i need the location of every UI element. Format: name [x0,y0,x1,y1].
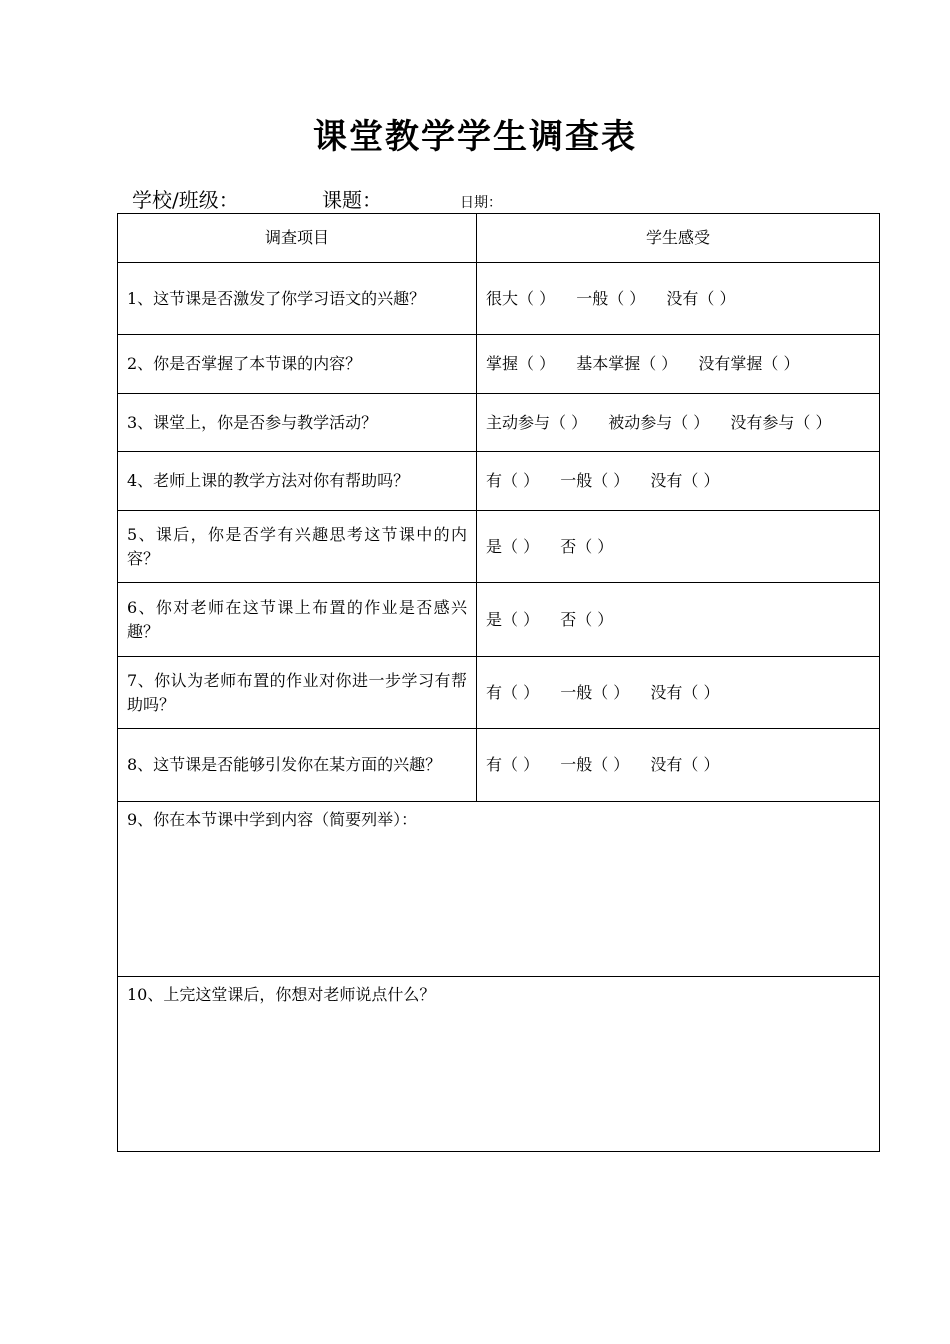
question-cell: 7、你认为老师布置的作业对你进一步学习有帮助吗？ [118,657,477,729]
answer-option[interactable]: 一般（ ） [560,471,630,490]
date-label: 日期： [460,195,502,211]
open-question-message[interactable]: 10、上完这堂课后，你想对老师说点什么？ [118,977,880,1152]
table-row [118,452,880,511]
answer-option[interactable]: 掌握（ ） [486,354,556,373]
answer-option[interactable]: 一般（ ） [560,682,630,702]
header-survey-item: 调查项目 [118,214,477,263]
table-header-row [118,214,880,263]
question-cell: 6、你对老师在这节课上布置的作业是否感兴趣？ [118,583,477,657]
answer-option[interactable]: 没有（ ） [650,755,720,774]
form-meta-row [132,186,892,216]
answer-option[interactable]: 一般（ ） [576,288,646,308]
options-cell [477,335,880,394]
survey-table [117,213,880,1152]
answer-option[interactable]: 没有掌握（ ） [698,354,800,373]
table-row [118,583,880,657]
answer-option[interactable]: 否（ ） [560,536,614,556]
answer-option[interactable]: 没有（ ） [666,288,736,308]
table-row [118,263,880,335]
options-cell [477,263,880,335]
table-row [118,657,880,729]
answer-option[interactable]: 没有（ ） [650,471,720,490]
answer-option[interactable]: 没有参与（ ） [730,412,832,432]
answer-option[interactable]: 有（ ） [486,755,540,774]
options-cell [477,511,880,583]
question-cell: 2、你是否掌握了本节课的内容？ [118,335,477,394]
options-cell [477,452,880,511]
open-question-row [118,802,880,977]
options-cell [477,394,880,452]
question-cell: 3、课堂上，你是否参与教学活动？ [118,394,477,452]
answer-option[interactable]: 被动参与（ ） [608,412,710,432]
answer-option[interactable]: 有（ ） [486,471,540,490]
table-row [118,511,880,583]
header-student-feeling: 学生感受 [477,214,880,263]
topic-label: 课题： [322,188,382,212]
answer-option[interactable]: 很大（ ） [486,288,556,308]
open-question-row [118,977,880,1152]
answer-option[interactable]: 是（ ） [486,536,540,556]
answer-option[interactable]: 基本掌握（ ） [576,354,678,373]
table-row [118,394,880,452]
table-row [118,335,880,394]
answer-option[interactable]: 没有（ ） [650,682,720,702]
question-cell: 4、老师上课的教学方法对你有帮助吗？ [118,452,477,511]
options-cell [477,583,880,657]
question-cell: 1、这节课是否激发了你学习语文的兴趣？ [118,263,477,335]
table-row [118,729,880,802]
answer-option[interactable]: 否（ ） [560,609,614,629]
answer-option[interactable]: 有（ ） [486,682,540,702]
school-class-label: 学校/班级： [132,188,239,212]
question-cell: 8、这节课是否能够引发你在某方面的兴趣？ [118,729,477,802]
open-question-learned[interactable]: 9、你在本节课中学到内容（简要列举）： [118,802,880,977]
question-cell: 5、课后，你是否学有兴趣思考这节课中的内容？ [118,511,477,583]
options-cell [477,729,880,802]
options-cell [477,657,880,729]
answer-option[interactable]: 一般（ ） [560,755,630,774]
page-title: 课堂教学学生调查表 [313,117,637,157]
answer-option[interactable]: 是（ ） [486,609,540,629]
answer-option[interactable]: 主动参与（ ） [486,412,588,432]
